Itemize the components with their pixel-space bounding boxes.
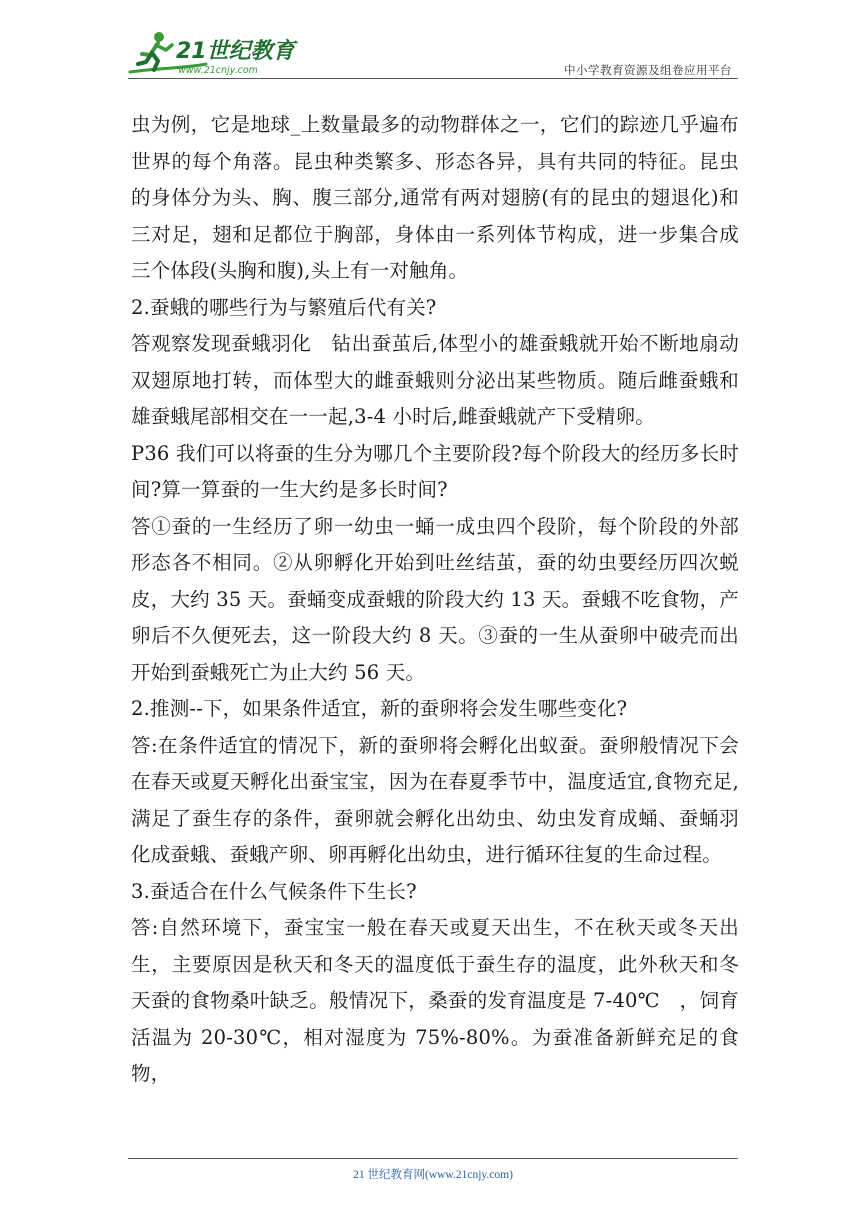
page-header bbox=[128, 28, 738, 80]
paragraph: 虫为例，它是地球_上数量最多的动物群体之一，它们的踪迹几乎遍布世界的每个角落。昆虫种类繁多、形态各异，具有共同的特征。昆虫的身体分为头、胸、腹三部分,通常有两对翅膀(有的昆虫的翅退化)和三对足，翅和足都位于胸部，身体由一系列体节构成，进一步集合成三个体段(头胸和腹),头上有一对触角。 bbox=[131, 113, 739, 282]
document-body bbox=[131, 107, 739, 1093]
logo-text: 21世纪教育 bbox=[176, 39, 295, 64]
platform-label: 中小学教育资源及组卷应用平台 bbox=[564, 63, 732, 77]
header-divider bbox=[128, 78, 738, 79]
question-heading: 2.蚕蛾的哪些行为与繁殖后代有关? bbox=[131, 295, 437, 319]
page-footer: 21 世纪教育网(www.21cnjy.com) bbox=[353, 1169, 513, 1181]
answer-paragraph: 答:在条件适宜的情况下，新的蚕卵将会孵化出蚁蚕。蚕卵般情况下会在春天或夏天孵化出蚕宝宝，因为在春夏季节中，温度适宜,食物充足,满足了蚕生存的条件，蚕卵就会孵化出幼虫、幼虫发育成蛹、蚕蛹羽化成蚕蛾、蚕蛾产卵、卵再孵化出幼虫，进行循环往复的生命过程。 bbox=[131, 733, 739, 866]
answer-paragraph: 答:自然环境下，蚕宝宝一般在春天或夏天出生，不在秋天或冬天出生，主要原因是秋天和冬天的温度低于蚕生存的温度，此外秋天和冬天蚕的食物桑叶缺乏。般情况下，桑蚕的发育温度是 7-40℃ ，饲育活温为 20-30℃，相对湿度为 75%-80%。为蚕准备新鲜充足的食物， bbox=[131, 916, 739, 1085]
question-heading: P36 我们可以将蚕的生分为哪几个主要阶段?每个阶段大的经历多长时间?算一算蚕的一生大约是多长时间? bbox=[131, 441, 739, 501]
question-heading: 3.蚕适合在什么气候条件下生长? bbox=[131, 879, 417, 903]
answer-paragraph: 答①蚕的一生经历了卵一幼虫一蛹一成虫四个段阶，每个阶段的外部形态各不相同。②从卵孵化开始到吐丝结茧，蚕的幼虫要经历四次蜕皮，大约 35 天。蚕蛹变成蚕蛾的阶段大约 13 天。蚕蛾不吃食物，产卵后不久便死去，这一阶段大约 8 天。③蚕的一生从蚕卵中破壳而出开始到蚕蛾死亡为止大约 56 天。 bbox=[131, 514, 739, 684]
footer-divider bbox=[128, 1158, 738, 1159]
logo-runner-icon bbox=[128, 28, 298, 78]
logo-url: www.21cnjy.com bbox=[178, 65, 258, 76]
logo bbox=[128, 28, 298, 78]
question-heading: 2.推测--下，如果条件适宜，新的蚕卵将会发生哪些变化? bbox=[131, 697, 628, 720]
answer-paragraph: 答观察发现蚕蛾羽化 钻出蚕茧后,体型小的雄蚕蛾就开始不断地扇动双翅原地打转，而体型大的雌蚕蛾则分泌出某些物质。随后雌蚕蛾和雄蚕蛾尾部相交在一一起,3-4 小时后,雌蚕蛾就产下受精卵。 bbox=[131, 332, 739, 428]
